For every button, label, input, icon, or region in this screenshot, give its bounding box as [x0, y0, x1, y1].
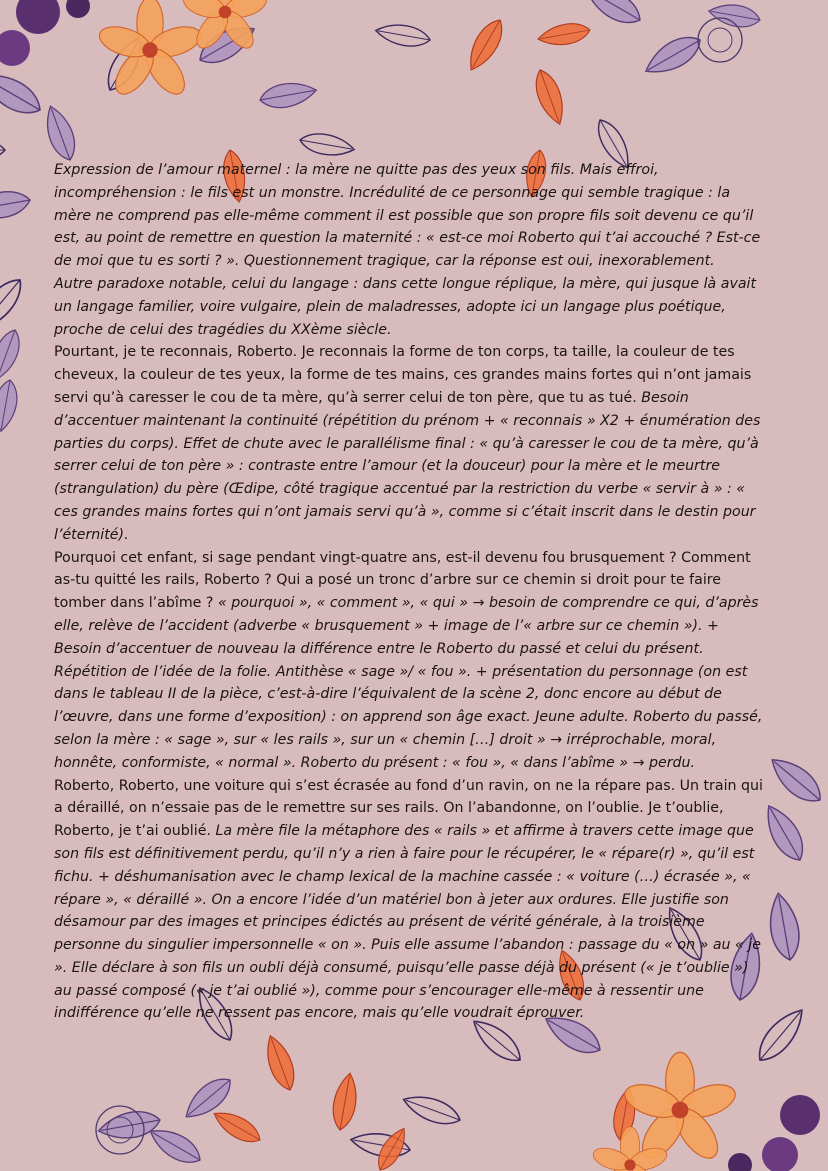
paragraph-5 — [54, 775, 766, 1026]
commentary-text: La mère file la métaphore des « rails » et affirme à travers cette image que son fils est définitivement perdu, qu’il n’y a rien à faire pour le récupérer, le « répare(r) », qu’il est fichu. + déshumanisation avec le champ lexical de la machine cassée : « voiture (…) écrasée », « répare », « déraillé ». On a encore l’idée d’un matériel bon à jeter aux ordures. Elle justifie son désamour par des images et principes édictés au présent de vérité générale, à la troisième personne du singulier impersonnelle « on ». Puis elle assume l’abandon : passage du « on » au « je ». Elle déclare à son fils un oubli déjà consumé, puisqu’elle passe déjà du présent (« je t’oublie ») au passé composé (« je t’ai oublié »), comme pour s’encourager elle-même à ressentir une indifférence qu’elle ne ressent pas encore, mais qu’elle voudrait éprouver. — [54, 823, 761, 1022]
paragraph-3 — [54, 341, 766, 546]
commentary-text: Besoin d’accentuer maintenant la continuité (répétition du prénom + « reconnais » X2 + énumération des parties du corps). Effet de chute avec le parallélisme final : « qu’à caresser le cou de ta mère, qu’à serrer celui de ton père » : contraste entre l’amour (et la douceur) pour la mère et le meurtre (strangulation) du père (Œdipe, côté tragique accentué par la restriction du verbe « servir à » : « ces grandes mains fortes qui n’ont jamais servi qu’à », comme si c’était inscrit dans le destin pour l’éternité). — [54, 389, 761, 543]
commentary-text: Expression de l’amour maternel : la mère ne quitte pas des yeux son fils. Mais effroi, incompréhension : le fils est un monstre. Incrédulité de ce personnage qui semble tragique : la mère ne comprend pas elle-même comment il est possible que son propre fils soit devenu ce qu’il est, au point de remettre en question la maternité : « est-ce moi Roberto qui t’ai accouché ? Est-ce de moi que tu es sorti ? ». Questionnement tragique, car la réponse est oui, inexorablement. — [54, 162, 761, 270]
quote-text: Roberto, Roberto, une voiture qui s’est écrasée au fond d’un ravin, on ne la répare pas. Un train qui a déraillé, on n’essaie pas de le remettre sur ses rails. On l’abandonne, on l’oublie. Je t’oublie, Roberto, je t’ai oublié. — [54, 777, 763, 840]
left-leaves — [0, 140, 20, 433]
paragraph-4 — [54, 547, 766, 775]
quote-text: Pourtant, je te reconnais, Roberto. Je reconnais la forme de ton corps, ta taille, la couleur de tes cheveux, la couleur de tes yeux, la forme de tes mains, ces grandes mains fortes qui n’ont jamais servi qu’à caresser le cou de ta mère, qu’à serrer celui de ton père, que tu as tué. — [54, 344, 752, 406]
quote-text: Pourquoi cet enfant, si sage pendant vingt-quatre ans, est-il devenu fou brusquement ? Comment as-tu quitté les rails, Roberto ? Qui a posé un tronc d’arbre sur ce chemin si droit pour te faire tomber dans l’abîme ? — [54, 549, 751, 612]
paragraph-2 — [54, 273, 766, 341]
commentary-text: Autre paradoxe notable, celui du langage : dans cette longue réplique, la mère, qui jusque là avait un langage familier, voire vulgaire, plein de maladresses, adopte ici un langage plus poétique, proche de celui des tragédies du XXème siècle. — [54, 275, 757, 338]
commentary-text: « pourquoi », « comment », « qui » → besoin de comprendre ce qui, d’après elle, relève de l’accident (adverbe « brusquement » + image de l’« arbre sur ce chemin »). + Besoin d’accentuer de nouveau la différence entre le Roberto du passé et celui du présent. Répétition de l’idée de la folie. Antithèse « sage »/ « fou ». + présentation du personnage (on est dans le tableau II de la pièce, c’est-à-dire l’équivalent de la scène 2, donc encore au début de l’œuvre, dans une forme d’exposition) : on apprend son âge exact. Jeune adulte. Roberto du passé, selon la mère : « sage », sur « les rails », sur un « chemin […] droit » → irréprochable, moral, honnête, conformiste, « normal ». Roberto du présent : « fou », « dans l’abîme » → perdu. — [54, 595, 763, 771]
document-body — [54, 159, 766, 1025]
paragraph-1 — [54, 159, 766, 273]
